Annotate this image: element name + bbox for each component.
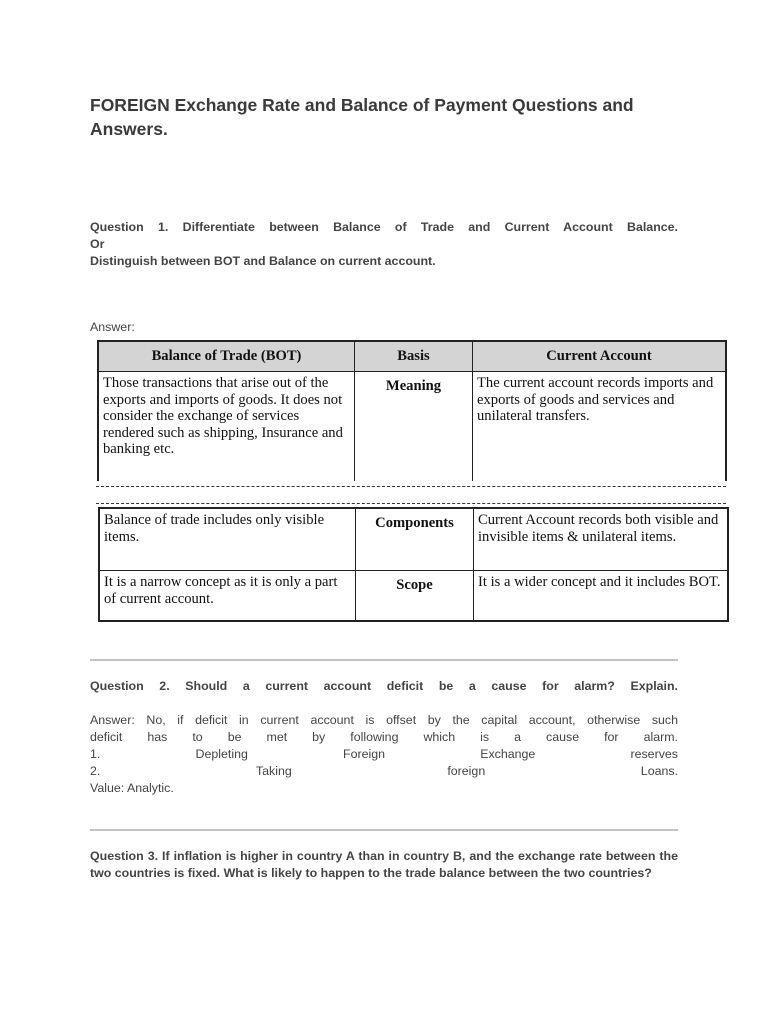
word: met bbox=[266, 730, 288, 744]
word: has bbox=[147, 730, 168, 744]
question-1-line-3: Distinguish between BOT and Balance on current account. bbox=[90, 254, 436, 268]
word: foreign bbox=[447, 764, 486, 778]
cell-bot-meaning: Those transactions that arise out of the exports and imports of goods. It does not consider the exchange of services rendered such as shipping, Insurance and banking etc. bbox=[99, 372, 355, 482]
word: by bbox=[312, 730, 326, 744]
answer-2-item-2 bbox=[90, 763, 678, 780]
word: following bbox=[350, 730, 399, 744]
word: which bbox=[423, 730, 456, 744]
word: cause bbox=[546, 730, 580, 744]
cell-ca-meaning: The current account records imports and exports of goods and services and unilateral transfers. bbox=[473, 372, 726, 482]
page-title: FOREIGN Exchange Rate and Balance of Payment Questions and Answers. bbox=[90, 95, 634, 139]
comparison-table-top bbox=[97, 340, 727, 481]
word: 2. bbox=[90, 764, 101, 778]
question-1-line-1: Question 1. Differentiate between Balance of Trade and Current Account Balance. bbox=[90, 220, 678, 234]
cell-bot-scope: It is a narrow concept as it is only a part of current account. bbox=[100, 571, 356, 621]
word: alarm. bbox=[643, 730, 678, 744]
cell-basis-meaning: Meaning bbox=[355, 372, 473, 482]
question-1-or: Or bbox=[90, 237, 105, 251]
header-basis: Basis bbox=[355, 342, 473, 372]
question-2: Question 2. Should a current account deficit be a cause for alarm? Explain. bbox=[90, 679, 678, 693]
word: Taking bbox=[255, 764, 292, 778]
word: be bbox=[227, 730, 242, 744]
divider-1 bbox=[90, 659, 678, 661]
table-tear-line-2 bbox=[96, 503, 726, 504]
word: deficit bbox=[90, 730, 123, 744]
word: Exchange bbox=[480, 747, 536, 761]
divider-2 bbox=[90, 829, 678, 831]
answer-2-value: Value: Analytic. bbox=[90, 781, 174, 795]
word: to bbox=[192, 730, 203, 744]
cell-bot-components: Balance of trade includes only visible items. bbox=[100, 509, 356, 571]
header-bot: Balance of Trade (BOT) bbox=[99, 342, 355, 372]
table-tear-line-1 bbox=[96, 486, 726, 487]
word: is bbox=[480, 730, 490, 744]
cell-basis-scope: Scope bbox=[356, 571, 474, 621]
word: reserves bbox=[630, 747, 678, 761]
word: 1. bbox=[90, 747, 101, 761]
answer-label: Answer: bbox=[90, 320, 135, 334]
comparison-table-bottom bbox=[98, 507, 729, 622]
word: Foreign bbox=[343, 747, 386, 761]
word: a bbox=[514, 730, 522, 744]
word: for bbox=[604, 730, 619, 744]
cell-basis-components: Components bbox=[356, 509, 474, 571]
answer-2-line-2 bbox=[90, 729, 678, 746]
answer-2-item-1 bbox=[90, 746, 678, 763]
word: Depleting bbox=[195, 747, 248, 761]
question-3: Question 3. If inflation is higher in country A than in country B, and the exchange rate between the two countries is fixed. What is likely to happen to the trade balance between the two countries? bbox=[90, 849, 678, 880]
cell-ca-scope: It is a wider concept and it includes BOT. bbox=[474, 571, 728, 621]
header-current-account: Current Account bbox=[473, 342, 726, 372]
answer-2-line-1: Answer: No, if deficit in current account is offset by the capital account, otherwise such bbox=[90, 713, 678, 727]
word: Loans. bbox=[640, 764, 678, 778]
cell-ca-components: Current Account records both visible and invisible items & unilateral items. bbox=[474, 509, 728, 571]
